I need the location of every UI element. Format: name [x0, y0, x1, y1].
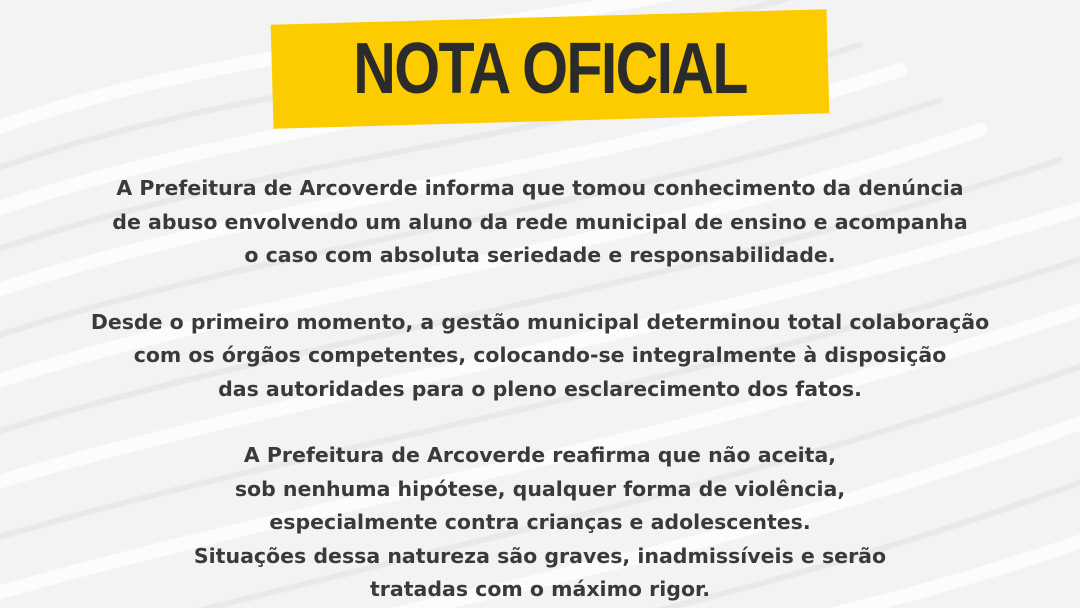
text-line: o caso com absoluta seriedade e responsabilidade.	[244, 243, 836, 267]
text-line: com os órgãos competentes, colocando-se integralmente à disposição	[133, 343, 947, 367]
text-line: sob nenhuma hipótese, qualquer forma de violência,	[234, 476, 846, 501]
text-line: das autoridades para o pleno esclarecimento dos fatos.	[218, 376, 862, 401]
text-line: tratadas com o máximo rigor.	[369, 577, 711, 601]
text-line: especialmente contra crianças e adolescentes.	[269, 510, 811, 534]
statement-body	[40, 172, 1040, 607]
paragraph-2	[40, 306, 1040, 407]
text-line: Desde o primeiro momento, a gestão municipal determinou total colaboração	[90, 309, 990, 334]
text-line: Situações dessa natureza são graves, inadmissíveis e serão	[193, 543, 887, 568]
paragraph-3	[40, 439, 1040, 607]
text-line: A Prefeitura de Arcoverde informa que tomou conhecimento da denúncia	[116, 176, 964, 200]
title-banner	[272, 17, 828, 121]
paragraph-1	[40, 172, 1040, 273]
text-line: A Prefeitura de Arcoverde reafirma que não aceita,	[243, 443, 837, 467]
page-title: NOTA OFICIAL	[353, 29, 747, 109]
text-line: de abuso envolvendo um aluno da rede municipal de ensino e acompanha	[112, 209, 968, 234]
